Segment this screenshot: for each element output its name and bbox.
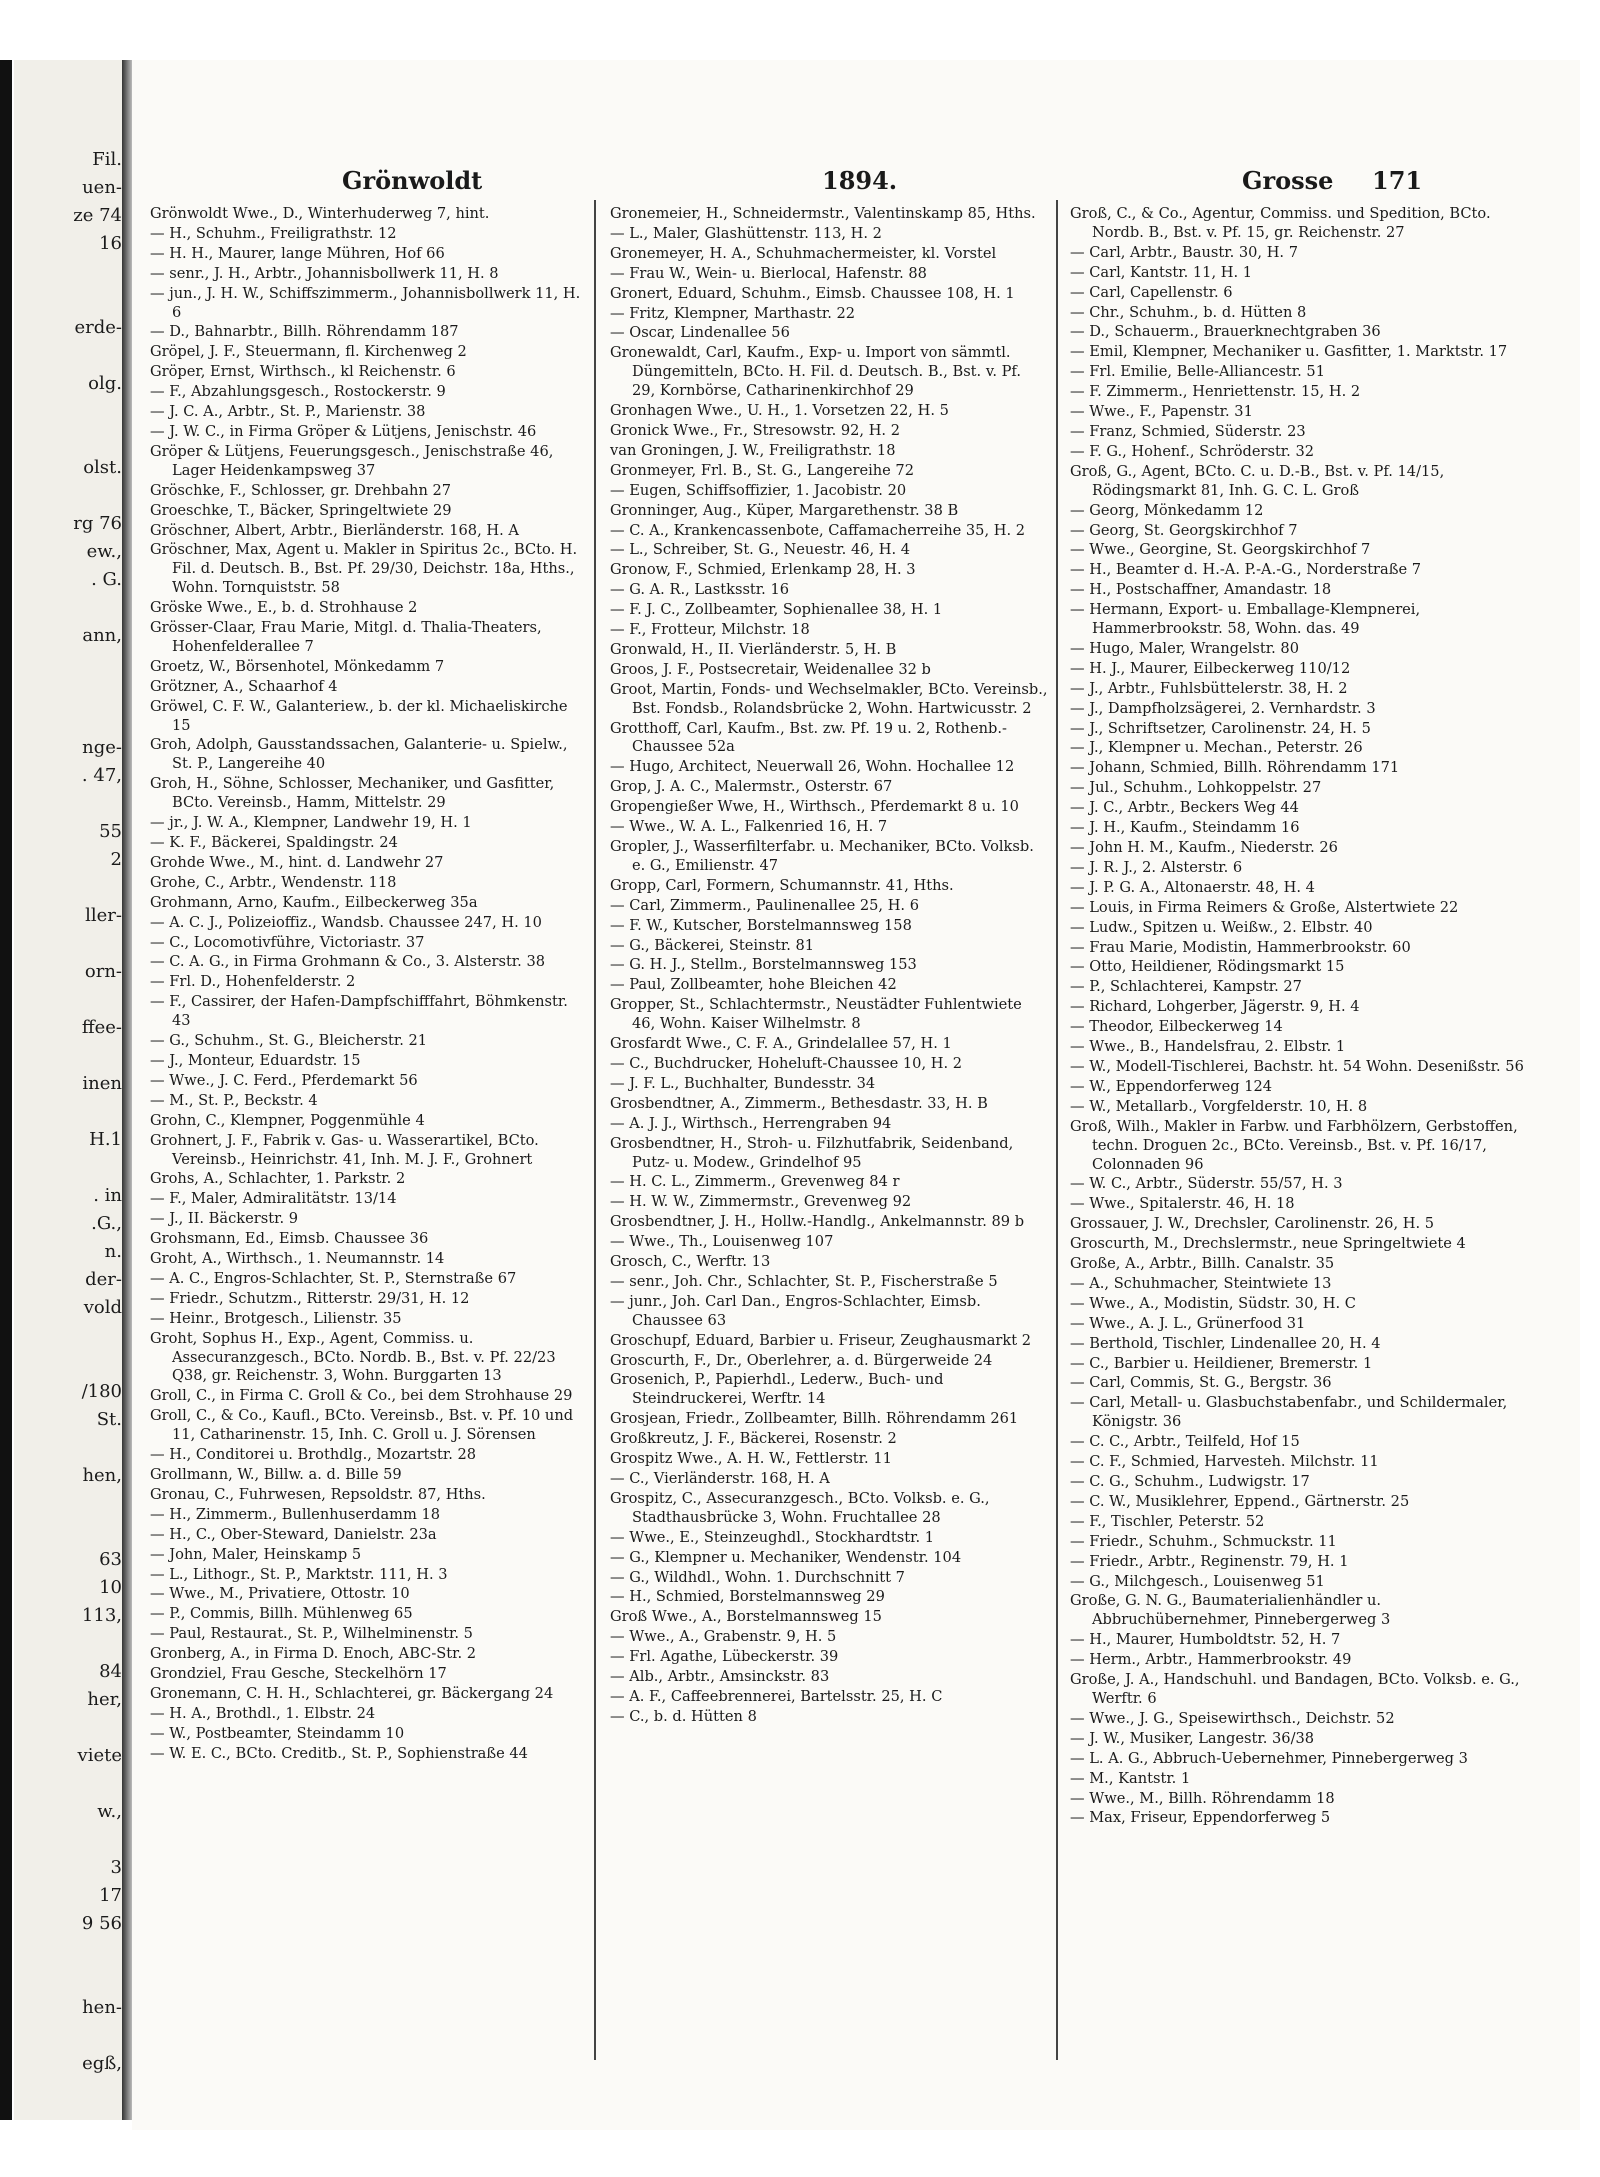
directory-entry: Gröper, Ernst, Wirthsch., kl Reichenstr. 6 <box>150 363 456 381</box>
prev-page-fragment: egß, <box>82 2053 122 2074</box>
directory-entry: Große, A., Arbtr., Billh. Canalstr. 35 <box>1070 1255 1335 1273</box>
directory-entry: Gröschke, F., Schlosser, gr. Drehbahn 27 <box>150 481 452 499</box>
directory-entry: Grossauer, J. W., Drechsler, Carolinenstr. 26, H. 5 <box>1070 1215 1435 1233</box>
directory-entry: Groscurth, F., Dr., Oberlehrer, a. d. Bürgerweide 24 <box>610 1351 993 1369</box>
directory-entry: — A., Schuhmacher, Steintwiete 13 <box>1070 1274 1332 1292</box>
directory-entry: — Johann, Schmied, Billh. Röhrendamm 171 <box>1070 759 1400 777</box>
directory-entry: Grosfardt Wwe., C. F. A., Grindelallee 57, H. 1 <box>610 1035 952 1053</box>
prev-page-fragment: erde- <box>74 317 122 338</box>
directory-entry: — G., Wildhdl., Wohn. 1. Durchschnitt 7 <box>610 1568 905 1586</box>
directory-entry: Grohe, C., Arbtr., Wendenstr. 118 <box>150 873 397 891</box>
prev-page-fragment: w., <box>97 1801 122 1822</box>
directory-entry: — G., Bäckerei, Steinstr. 81 <box>610 936 815 954</box>
running-header <box>132 166 1580 206</box>
directory-entry: — Frau W., Wein- u. Bierlocal, Hafenstr. 88 <box>610 264 927 282</box>
directory-entry: — Carl, Metall- u. Glasbuchstabenfabr., und Schildermaler, Königstr. 36 <box>1070 1394 1508 1431</box>
prev-page-fragment: Fil. <box>92 149 122 170</box>
directory-entry: — Hugo, Maler, Wrangelstr. 80 <box>1070 639 1300 657</box>
prev-page-fragment: ew., <box>86 541 122 562</box>
directory-entry: — F., Maler, Admiralitätstr. 13/14 <box>150 1190 397 1208</box>
directory-entry: Gropengießer Wwe, H., Wirthsch., Pferdemarkt 8 u. 10 <box>610 798 1019 816</box>
directory-entry: — Carl, Commis, St. G., Bergstr. 36 <box>1070 1374 1332 1392</box>
directory-entry: — F., Cassirer, der Hafen-Dampfschifffahrt, Böhmkenstr. 43 <box>150 993 568 1030</box>
directory-entry: — Georg, Mönkedamm 12 <box>1070 501 1264 519</box>
prev-page-fragment: her, <box>87 1689 122 1710</box>
directory-entry: — Wwe., E., Steinzeughdl., Stockhardtstr. 1 <box>610 1528 935 1546</box>
directory-entry: — F. W., Kutscher, Borstelmannsweg 158 <box>610 916 912 934</box>
directory-entry: — Wwe., M., Privatiere, Ottostr. 10 <box>150 1585 410 1603</box>
directory-entry: — C., Locomotivführe, Victoriastr. 37 <box>150 933 425 951</box>
directory-entry: — Max, Friseur, Eppendorferweg 5 <box>1070 1809 1331 1827</box>
prev-page-fragment: 84 <box>99 1661 122 1682</box>
directory-entry: Groß, C., & Co., Agentur, Commiss. und Spedition, BCto. Nordb. B., Bst. v. Pf. 15, gr. Reichenstr. 27 <box>1070 205 1491 241</box>
directory-entry: — M., Kantstr. 1 <box>1070 1769 1191 1787</box>
directory-entry: — L., Lithogr., St. P., Marktstr. 111, H. 3 <box>150 1565 448 1583</box>
directory-entry: — C. A. G., in Firma Grohmann & Co., 3. Alsterstr. 38 <box>150 953 546 971</box>
directory-entry: — Wwe., Georgine, St. Georgskirchhof 7 <box>1070 541 1371 559</box>
directory-entry: Groh, H., Söhne, Schlosser, Mechaniker, und Gasfitter, BCto. Vereinsb., Hamm, Mittelstr. 29 <box>150 775 555 812</box>
directory-entry: — F. Zimmerm., Henriettenstr. 15, H. 2 <box>1070 383 1361 401</box>
directory-entry: Gronewaldt, Carl, Kaufm., Exp- u. Import von sämmtl. Düngemitteln, BCto. H. Fil. d. Deutsch. B., Bst. v. Pf. 29, Kornbörse, Catharinenkirchhof 29 <box>610 344 1021 400</box>
directory-entry: Gronick Wwe., Fr., Stresowstr. 92, H. 2 <box>610 421 900 439</box>
directory-entry: Gronemeier, H., Schneidermstr., Valentinskamp 85, Hths. <box>610 205 1036 222</box>
directory-entry: — F., Tischler, Peterstr. 52 <box>1070 1512 1265 1530</box>
prev-page-fragment: . G. <box>91 569 122 590</box>
prev-page-fragment: uen- <box>82 177 122 198</box>
scan-border <box>0 60 12 2120</box>
directory-entry: Gronhagen Wwe., U. H., 1. Vorsetzen 22, H. 5 <box>610 402 949 420</box>
prev-page-fragment: ann, <box>82 625 122 646</box>
directory-entry: Grospitz Wwe., A. H. W., Fettlerstr. 11 <box>610 1450 892 1468</box>
prev-page-fragment: inen <box>82 1073 122 1094</box>
directory-entry: Gröschner, Max, Agent u. Makler in Spiritus 2c., BCto. H. Fil. d. Deutsch. B., Bst. Pf. 29/30, Deichstr. 18a, Hths., Wohn. Tornquiststr. 58 <box>150 541 578 597</box>
directory-entry: Grohde Wwe., M., hint. d. Landwehr 27 <box>150 853 444 871</box>
directory-entry: Grospitz, C., Assecuranzgesch., BCto. Volksb. e. G., Stadthausbrücke 3, Wohn. Fruchtallee 28 <box>610 1489 990 1526</box>
header-year: 1894. <box>822 166 898 195</box>
directory-entry: — J., Schriftsetzer, Carolinenstr. 24, H. 5 <box>1070 719 1371 737</box>
directory-entry: — G., Milchgesch., Louisenweg 51 <box>1070 1572 1325 1590</box>
directory-entry: — Eugen, Schiffsoffizier, 1. Jacobistr. 20 <box>610 481 907 499</box>
directory-entry: — C. G., Schuhm., Ludwigstr. 17 <box>1070 1473 1310 1490</box>
directory-entry: — K. F., Bäckerei, Spaldingstr. 24 <box>150 834 398 851</box>
directory-entry: — Wwe., A., Modistin, Südstr. 30, H. C <box>1070 1294 1356 1312</box>
directory-entry: — John, Maler, Heinskamp 5 <box>150 1545 362 1563</box>
directory-entry: Grohn, C., Klempner, Poggenmühle 4 <box>150 1111 425 1129</box>
directory-entry: Grösser-Claar, Frau Marie, Mitgl. d. Thalia-Theaters, Hohenfelderallee 7 <box>150 619 542 655</box>
prev-page-fragment: 113, <box>81 1605 122 1626</box>
directory-entry: — L. A. G., Abbruch-Uebernehmer, Pinnebergerweg 3 <box>1070 1749 1468 1767</box>
directory-entry: Grollmann, W., Billw. a. d. Bille 59 <box>150 1466 402 1483</box>
prev-page-fragment: hen- <box>82 1997 122 2018</box>
directory-entry: — H. C. L., Zimmerm., Grevenweg 84 r <box>610 1173 900 1191</box>
directory-entry: — Hugo, Architect, Neuerwall 26, Wohn. Hochallee 12 <box>610 758 1015 776</box>
prev-page-fragment: .G., <box>91 1213 122 1234</box>
directory-entry: — D., Schauerm., Brauerknechtgraben 36 <box>1070 323 1381 341</box>
directory-entry: Gronninger, Aug., Küper, Margarethenstr. 38 B <box>610 501 959 519</box>
directory-entry: — C., b. d. Hütten 8 <box>610 1707 757 1725</box>
prev-page-fragment: n. <box>104 1241 122 1262</box>
directory-entry: — Wwe., W. A. L., Falkenried 16, H. 7 <box>610 818 888 836</box>
directory-entry: Gropler, J., Wasserfilterfabr. u. Mechaniker, BCto. Volksb. e. G., Emilienstr. 47 <box>610 838 1034 874</box>
directory-entry: — Frl. D., Hohenfelderstr. 2 <box>150 973 356 991</box>
directory-entry: — J. H., Kaufm., Steindamm 16 <box>1070 819 1300 837</box>
directory-entry: — jun., J. H. W., Schiffszimmerm., Johannisbollwerk 11, H. 6 <box>150 284 581 321</box>
directory-entry: Groscurth, M., Drechslermstr., neue Springeltwiete 4 <box>1070 1235 1466 1253</box>
directory-entry: — P., Schlachterei, Kampstr. 27 <box>1070 978 1302 996</box>
prev-page-fragment: rg 76 <box>73 513 122 534</box>
prev-page-fragment: . 47, <box>81 765 122 786</box>
directory-entry: — F. G., Hohenf., Schröderstr. 32 <box>1070 442 1315 460</box>
directory-entry: Grosbendtner, A., Zimmerm., Bethesdastr. 33, H. B <box>610 1094 988 1112</box>
prev-page-fragment: vold <box>83 1297 122 1318</box>
prev-page-fragment: ze 74 <box>73 205 122 226</box>
directory-entry: — C. A., Krankencassenbote, Caffamacherreihe 35, H. 2 <box>610 521 1026 539</box>
directory-entry: — Carl, Kantstr. 11, H. 1 <box>1070 263 1253 281</box>
directory-entry: Grosbendtner, J. H., Hollw.-Handlg., Ankelmannstr. 89 b <box>610 1213 1025 1231</box>
directory-entry: Grönwoldt Wwe., D., Winterhuderweg 7, hint. <box>150 205 490 222</box>
directory-entry: Gröper & Lütjens, Feuerungsgesch., Jenischstraße 46, Lager Heidenkampsweg 37 <box>150 442 554 479</box>
directory-entry: — C., Buchdrucker, Hoheluft-Chaussee 10, H. 2 <box>610 1054 963 1072</box>
prev-page-fragment: hen, <box>82 1465 122 1486</box>
directory-entry: Groht, Sophus H., Exp., Agent, Commiss. u. Assecuranzgesch., BCto. Nordb. B., Bst. v. Pf. 22/23 Q38, gr. Reichenstr. 3, Wohn. Burggarten 13 <box>150 1329 556 1385</box>
directory-entry: — Wwe., B., Handelsfrau, 2. Elbstr. 1 <box>1070 1038 1346 1056</box>
directory-entry: — Louis, in Firma Reimers & Große, Alstertwiete 22 <box>1070 898 1459 916</box>
directory-entry: Groll, C., & Co., Kaufl., BCto. Vereinsb., Bst. v. Pf. 10 und 11, Catharinenstr. 15, Inh. C. Groll u. J. Sörensen <box>150 1407 574 1444</box>
directory-entry: Groß, Wilh., Makler in Farbw. und Farbhölzern, Gerbstoffen, techn. Droguen 2c., BCto. Vereinsb., Bst. v. Pf. 16/17, Colonnaden 96 <box>1070 1117 1518 1173</box>
directory-entry: — Carl, Zimmerm., Paulinenallee 25, H. 6 <box>610 896 919 914</box>
directory-entry: Gronemann, C. H. H., Schlachterei, gr. Bäckergang 24 <box>150 1684 554 1702</box>
directory-entry: Gronert, Eduard, Schuhm., Eimsb. Chaussee 108, H. 1 <box>610 284 1015 302</box>
directory-entry: — H., C., Ober-Steward, Danielstr. 23a <box>150 1525 437 1543</box>
directory-entry: — G., Klempner u. Mechaniker, Wendenstr. 104 <box>610 1548 962 1566</box>
directory-entry: — G. H. J., Stellm., Borstelmannsweg 153 <box>610 956 917 974</box>
column-divider <box>594 200 596 2060</box>
directory-entry: Gröpel, J. F., Steuermann, fl. Kirchenweg 2 <box>150 343 467 361</box>
prev-page-fragment: 3 <box>110 1857 122 1878</box>
directory-entry: — Jul., Schuhm., Lohkoppelstr. 27 <box>1070 779 1322 797</box>
directory-entry: — senr., J. H., Arbtr., Johannisbollwerk 11, H. 8 <box>150 264 499 282</box>
directory-entry: — H., Conditorei u. Brothdlg., Mozartstr. 28 <box>150 1446 477 1464</box>
directory-entry: Groetz, W., Börsenhotel, Mönkedamm 7 <box>150 657 445 675</box>
directory-entry: — Paul, Zollbeamter, hohe Bleichen 42 <box>610 976 897 994</box>
page-number: 171 <box>1372 166 1423 195</box>
header-left-keyword: Grönwoldt <box>342 166 483 195</box>
directory-entry: — H., Schmied, Borstelmannsweg 29 <box>610 1588 885 1606</box>
directory-entry: — C., Vierländerstr. 168, H. A <box>610 1470 830 1487</box>
directory-entry: — H., Zimmerm., Bullenhuserdamm 18 <box>150 1505 441 1523</box>
prev-page-fragment: 10 <box>99 1577 122 1598</box>
directory-entry: — Wwe., J. G., Speisewirthsch., Deichstr. 52 <box>1070 1709 1395 1727</box>
directory-entry: — L., Schreiber, St. G., Neuestr. 46, H. 4 <box>610 541 911 559</box>
directory-entry: Gronmeyer, Frl. B., St. G., Langereihe 72 <box>610 461 915 479</box>
directory-entry: Gröwel, C. F. W., Galanteriew., b. der kl. Michaeliskirche 15 <box>150 697 568 734</box>
directory-entry: — F., Frotteur, Milchstr. 18 <box>610 621 810 639</box>
directory-entry: — Emil, Klempner, Mechaniker u. Gasfitter, 1. Marktstr. 17 <box>1070 343 1508 361</box>
directory-entry: — Wwe., J. C. Ferd., Pferdemarkt 56 <box>150 1071 418 1089</box>
directory-entry: — P., Commis, Billh. Mühlenweg 65 <box>150 1605 413 1623</box>
directory-entry: — Oscar, Lindenallee 56 <box>610 324 790 342</box>
directory-entry: — Alb., Arbtr., Amsinckstr. 83 <box>610 1668 830 1686</box>
previous-page-edge <box>14 60 126 2120</box>
directory-entry: — J., Klempner u. Mechan., Peterstr. 26 <box>1070 739 1363 757</box>
directory-entry: — A. J. J., Wirthsch., Herrengraben 94 <box>610 1114 892 1132</box>
directory-entry: — Carl, Arbtr., Baustr. 30, H. 7 <box>1070 243 1298 261</box>
directory-entry: Grondziel, Frau Gesche, Steckelhörn 17 <box>150 1665 447 1683</box>
directory-entry: — F., Abzahlungsgesch., Rostockerstr. 9 <box>150 383 446 401</box>
directory-entry: Groh, Adolph, Gausstandssachen, Galanterie- u. Spielw., St. P., Langereihe 40 <box>150 736 568 773</box>
prev-page-fragment: 16 <box>99 233 122 254</box>
directory-entry: — Chr., Schuhm., b. d. Hütten 8 <box>1070 303 1307 321</box>
directory-entry: Groos, J. F., Postsecretair, Weidenallee 32 b <box>610 660 931 678</box>
directory-entry: — C. C., Arbtr., Teilfeld, Hof 15 <box>1070 1433 1300 1451</box>
directory-entry: — Georg, St. Georgskirchhof 7 <box>1070 521 1298 539</box>
directory-entry: Groß, G., Agent, BCto. C. u. D.-B., Bst. v. Pf. 14/15, Rödingsmarkt 81, Inh. G. C. L. Groß <box>1070 462 1445 499</box>
directory-entry: — W. C., Arbtr., Süderstr. 55/57, H. 3 <box>1070 1175 1343 1193</box>
prev-page-fragment: olg. <box>88 373 122 394</box>
directory-entry: Groht, A., Wirthsch., 1. Neumannstr. 14 <box>150 1250 445 1268</box>
directory-entry: — Wwe., M., Billh. Röhrendamm 18 <box>1070 1789 1335 1807</box>
directory-entry: — H., Schuhm., Freiligrathstr. 12 <box>150 224 397 242</box>
prev-page-fragment: viete <box>77 1745 122 1766</box>
directory-entry: Groeschke, T., Bäcker, Springeltwiete 29 <box>150 501 452 519</box>
prev-page-fragment: H.1 <box>89 1129 122 1150</box>
directory-entry: — Frau Marie, Modistin, Hammerbrookstr. 60 <box>1070 938 1411 956</box>
directory-entry: Große, J. A., Handschuhl. und Bandagen, BCto. Volksb. e. G., Werftr. 6 <box>1070 1671 1520 1707</box>
directory-entry: — H. W. W., Zimmermstr., Grevenweg 92 <box>610 1193 912 1211</box>
directory-entry: Gröske Wwe., E., b. d. Strohhause 2 <box>150 599 418 617</box>
directory-entry: Grohs, A., Schlachter, 1. Parkstr. 2 <box>150 1170 406 1188</box>
directory-entry: — G., Schuhm., St. G., Bleicherstr. 21 <box>150 1032 428 1050</box>
header-right-keyword: Grosse <box>1242 166 1334 195</box>
directory-entry: — Otto, Heildiener, Rödingsmarkt 15 <box>1070 958 1345 976</box>
directory-entry: Große, G. N. G., Baumaterialienhändler u. Abbruchübernehmer, Pinnebergerweg 3 <box>1070 1592 1391 1629</box>
directory-entry: — Friedr., Arbtr., Reginenstr. 79, H. 1 <box>1070 1552 1349 1570</box>
directory-entry: Gronow, F., Schmied, Erlenkamp 28, H. 3 <box>610 561 916 579</box>
directory-entry: Gronau, C., Fuhrwesen, Repsoldstr. 87, Hths. <box>150 1485 486 1503</box>
directory-entry: — A. C. J., Polizeioffiz., Wandsb. Chaussee 247, H. 10 <box>150 913 542 931</box>
directory-entry: Groß Wwe., A., Borstelmannsweg 15 <box>610 1608 882 1626</box>
directory-entry: — M., St. P., Beckstr. 4 <box>150 1091 318 1109</box>
column-3 <box>1070 205 1540 1829</box>
directory-entry: — J. P. G. A., Altonaerstr. 48, H. 4 <box>1070 878 1315 896</box>
directory-entry: — W., Postbeamter, Steindamm 10 <box>150 1724 405 1742</box>
directory-entry: Grohmann, Arno, Kaufm., Eilbeckerweg 35a <box>150 893 478 911</box>
directory-entry: Gröschner, Albert, Arbtr., Bierländerstr. 168, H. A <box>150 521 519 539</box>
directory-entry: — Richard, Lohgerber, Jägerstr. 9, H. 4 <box>1070 998 1360 1016</box>
directory-entry: Groll, C., in Firma C. Groll & Co., bei dem Strohhause 29 <box>150 1387 573 1405</box>
directory-entry: — jr., J. W. A., Klempner, Landwehr 19, H. 1 <box>150 814 472 832</box>
directory-entry: — J., Dampfholzsägerei, 2. Vernhardstr. 3 <box>1070 699 1376 717</box>
directory-entry: Gropp, Carl, Formern, Schumannstr. 41, Hths. <box>610 876 954 894</box>
directory-entry: Grohsmann, Ed., Eimsb. Chaussee 36 <box>150 1230 429 1248</box>
directory-entry: — Frl. Emilie, Belle-Alliancestr. 51 <box>1070 363 1325 381</box>
directory-entry: — H. A., Brothdl., 1. Elbstr. 24 <box>150 1704 376 1722</box>
directory-entry: Grotthoff, Carl, Kaufm., Bst. zw. Pf. 19 u. 2, Rothenb.-Chaussee 52a <box>610 719 1007 756</box>
directory-entry: — Wwe., A., Grabenstr. 9, H. 5 <box>610 1628 837 1646</box>
prev-page-fragment: 63 <box>99 1549 122 1570</box>
directory-entry: — A. F., Caffeebrennerei, Bartelsstr. 25, H. C <box>610 1687 943 1705</box>
directory-entry: — Wwe., Spitalerstr. 46, H. 18 <box>1070 1195 1295 1213</box>
directory-entry: — J. R. J., 2. Alsterstr. 6 <box>1070 858 1243 876</box>
directory-entry: — J. C., Arbtr., Beckers Weg 44 <box>1070 799 1299 817</box>
directory-entry: — senr., Joh. Chr., Schlachter, St. P., Fischerstraße 5 <box>610 1272 998 1290</box>
directory-entry: Gronemeyer, H. A., Schuhmachermeister, kl. Vorstel <box>610 244 997 262</box>
prev-page-fragment: 17 <box>99 1885 122 1906</box>
directory-entry: Groschupf, Eduard, Barbier u. Friseur, Zeughausmarkt 2 <box>610 1331 1032 1349</box>
directory-entry: — W., Modell-Tischlerei, Bachstr. ht. 54 Wohn. Desenißstr. 56 <box>1070 1057 1524 1075</box>
prev-page-fragment: olst. <box>83 457 122 478</box>
prev-page-fragment: der- <box>85 1269 122 1290</box>
directory-entry: Gronberg, A., in Firma D. Enoch, ABC-Str. 2 <box>150 1645 477 1663</box>
directory-entry: — J. W. C., in Firma Gröper & Lütjens, Jenischstr. 46 <box>150 422 537 440</box>
directory-entry: — H., Postschaffner, Amandastr. 18 <box>1070 581 1332 599</box>
directory-entry: — Wwe., A. J. L., Grünerfood 31 <box>1070 1314 1306 1332</box>
directory-entry: — J. F. L., Buchhalter, Bundesstr. 34 <box>610 1074 876 1092</box>
directory-entry: — H. J., Maurer, Eilbeckerweg 110/12 <box>1070 659 1351 677</box>
directory-entry: — J., Monteur, Eduardstr. 15 <box>150 1051 361 1069</box>
directory-entry: — Wwe., F., Papenstr. 31 <box>1070 403 1253 421</box>
directory-entry: — J., Arbtr., Fuhlsbüttelerstr. 38, H. 2 <box>1070 679 1348 697</box>
directory-entry: — Frl. Agathe, Lübeckerstr. 39 <box>610 1648 839 1666</box>
directory-entry: — Theodor, Eilbeckerweg 14 <box>1070 1018 1283 1036</box>
directory-entry: — J. C. A., Arbtr., St. P., Marienstr. 38 <box>150 403 426 421</box>
directory-entry: — D., Bahnarbtr., Billh. Röhrendamm 187 <box>150 323 459 341</box>
directory-entry: Grötzner, A., Schaarhof 4 <box>150 677 338 695</box>
prev-page-fragment: ller- <box>85 905 122 926</box>
directory-entry: — C., Barbier u. Heildiener, Bremerstr. 1 <box>1070 1354 1373 1372</box>
directory-entry: — J., II. Bäckerstr. 9 <box>150 1210 299 1228</box>
prev-page-fragment: St. <box>96 1409 122 1430</box>
directory-entry: — H. H., Maurer, lange Mühren, Hof 66 <box>150 244 445 262</box>
directory-entry: Groot, Martin, Fonds- und Wechselmakler, BCto. Vereinsb., Bst. Fondsb., Rolandsbrücke 2, Wohn. Hartwicusstr. 2 <box>610 680 1048 717</box>
directory-entry: — Carl, Capellenstr. 6 <box>1070 283 1233 301</box>
prev-page-fragment: /180 <box>81 1381 122 1402</box>
directory-entry: Grosjean, Friedr., Zollbeamter, Billh. Röhrendamm 261 <box>610 1410 1019 1428</box>
directory-entry: — Herm., Arbtr., Hammerbrookstr. 49 <box>1070 1651 1352 1669</box>
directory-entry: Großkreutz, J. F., Bäckerei, Rosenstr. 2 <box>610 1430 897 1448</box>
directory-entry: Grosch, C., Werftr. 13 <box>610 1253 771 1271</box>
directory-entry: Grop, J. A. C., Malermstr., Osterstr. 67 <box>610 778 893 796</box>
directory-entry: — Franz, Schmied, Süderstr. 23 <box>1070 422 1306 440</box>
directory-entry: — H., Beamter d. H.-A. P.-A.-G., Norderstraße 7 <box>1070 561 1422 579</box>
directory-entry: — Paul, Restaurat., St. P., Wilhelminenstr. 5 <box>150 1625 473 1643</box>
directory-entry: — Friedr., Schuhm., Schmuckstr. 11 <box>1070 1532 1337 1550</box>
directory-entry: — Wwe., Th., Louisenweg 107 <box>610 1233 834 1251</box>
directory-entry: — Ludw., Spitzen u. Weißw., 2. Elbstr. 40 <box>1070 918 1373 936</box>
prev-page-fragment: nge- <box>82 737 122 758</box>
directory-entry: — W., Eppendorferweg 124 <box>1070 1077 1273 1095</box>
directory-entry: — F. J. C., Zollbeamter, Sophienallee 38, H. 1 <box>610 601 943 619</box>
directory-entry: Gropper, St., Schlachtermstr., Neustädter Fuhlentwiete 46, Wohn. Kaiser Wilhelmstr. 8 <box>610 996 1022 1033</box>
directory-entry: — Friedr., Schutzm., Ritterstr. 29/31, H. 12 <box>150 1289 470 1307</box>
prev-page-fragment: ffee- <box>81 1017 122 1038</box>
directory-entry: — junr., Joh. Carl Dan., Engros-Schlachter, Eimsb. Chaussee 63 <box>610 1292 981 1329</box>
prev-page-fragment: orn- <box>84 961 122 982</box>
column-2 <box>610 205 1048 1728</box>
directory-page <box>132 60 1580 2130</box>
directory-entry: — Heinr., Brotgesch., Lilienstr. 35 <box>150 1309 402 1327</box>
directory-entry: — C. F., Schmied, Harvesteh. Milchstr. 11 <box>1070 1453 1379 1471</box>
column-divider <box>1056 200 1058 2060</box>
directory-entry: — Berthold, Tischler, Lindenallee 20, H. 4 <box>1070 1334 1381 1352</box>
directory-entry: — W. E. C., BCto. Creditb., St. P., Sophienstraße 44 <box>150 1744 528 1762</box>
column-1 <box>150 205 582 1765</box>
directory-entry: — Fritz, Klempner, Marthastr. 22 <box>610 304 856 322</box>
directory-entry: — G. A. R., Lastksstr. 16 <box>610 581 790 599</box>
directory-entry: Grosbendtner, H., Stroh- u. Filzhutfabrik, Seidenband, Putz- u. Modew., Grindelhof 95 <box>610 1134 1014 1171</box>
prev-page-fragment: . in <box>93 1185 122 1206</box>
directory-entry: — H., Maurer, Humboldtstr. 52, H. 7 <box>1070 1631 1341 1649</box>
directory-entry: van Groningen, J. W., Freiligrathstr. 18 <box>610 441 896 459</box>
prev-page-fragment: 2 <box>110 849 122 870</box>
directory-entry: — A. C., Engros-Schlachter, St. P., Sternstraße 67 <box>150 1269 517 1287</box>
prev-page-fragment: 55 <box>99 821 122 842</box>
book-gutter <box>122 60 132 2120</box>
directory-entry: — W., Metallarb., Vorgfelderstr. 10, H. 8 <box>1070 1097 1368 1115</box>
directory-entry: — C. W., Musiklehrer, Eppend., Gärtnerstr. 25 <box>1070 1492 1410 1510</box>
directory-entry: Grosenich, P., Papierhdl., Lederw., Buch- und Steindruckerei, Werftr. 14 <box>610 1371 944 1408</box>
directory-entry: — Hermann, Export- u. Emballage-Klempnerei, Hammerbrookstr. 58, Wohn. das. 49 <box>1070 601 1421 638</box>
prev-page-fragment: 9 56 <box>81 1913 122 1934</box>
directory-entry: — J. W., Musiker, Langestr. 36/38 <box>1070 1729 1315 1747</box>
directory-entry: Grohnert, J. F., Fabrik v. Gas- u. Wasserartikel, BCto. Vereinsb., Heinrichstr. 41, Inh. M. J. F., Grohnert <box>150 1131 539 1168</box>
directory-entry: — John H. M., Kaufm., Niederstr. 26 <box>1070 839 1338 856</box>
directory-entry: — L., Maler, Glashüttenstr. 113, H. 2 <box>610 224 882 242</box>
directory-entry: Gronwald, H., II. Vierländerstr. 5, H. B <box>610 640 897 658</box>
